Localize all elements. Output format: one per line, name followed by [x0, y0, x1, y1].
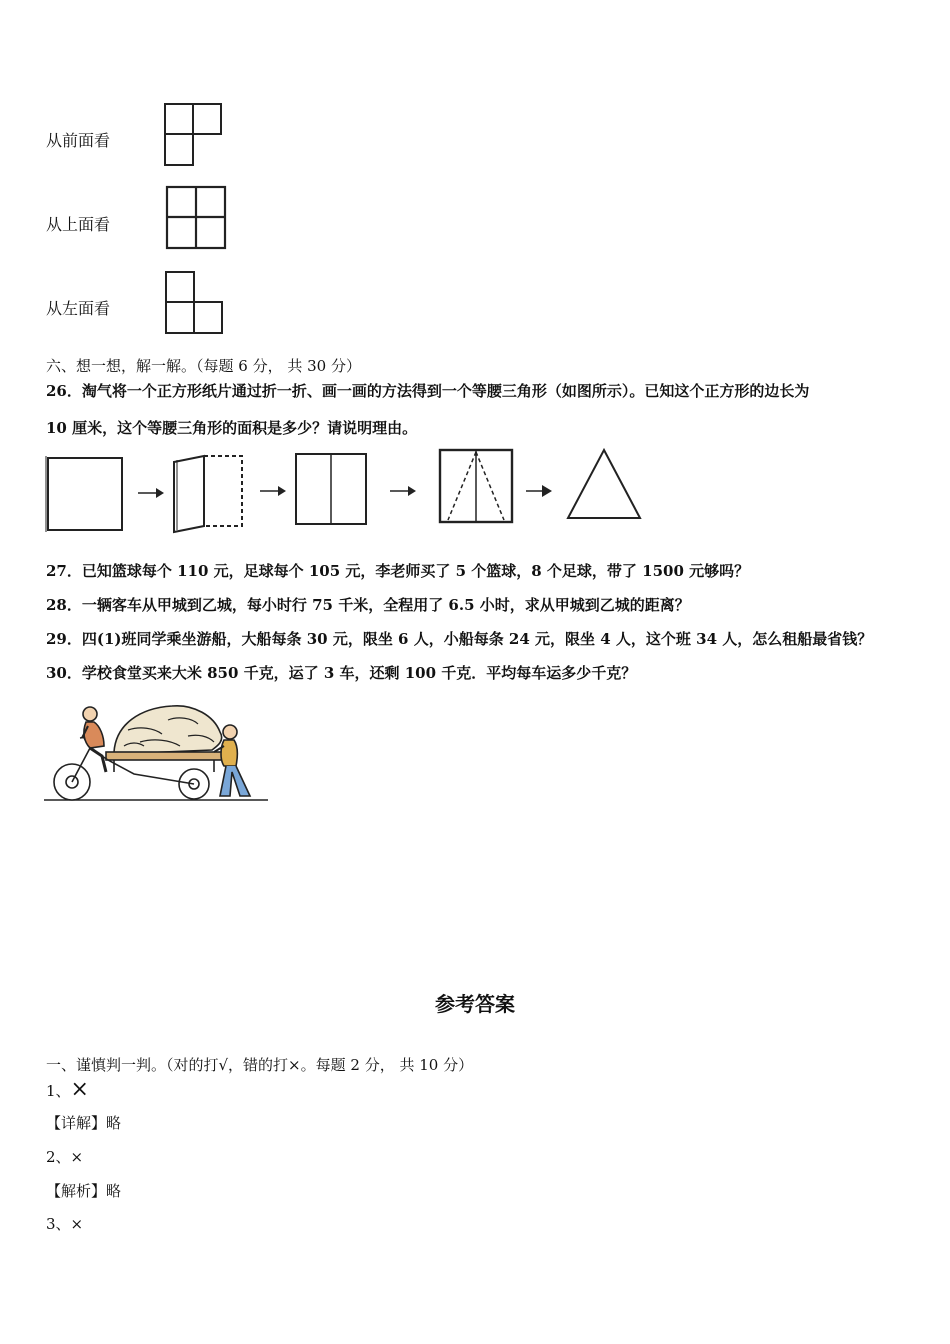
answer-3-mark: × [70, 1215, 84, 1233]
question-30: 30．学校食堂买来大米 850 千克，运了 3 车，还剩 100 千克．平均每车运多少千克？ [46, 664, 637, 682]
section6-heading: 六、想一想，解一解。（每题 6 分， 共 30 分） [46, 357, 361, 375]
answer-3-number: 3、 [46, 1215, 71, 1233]
square-with-triangle [440, 450, 512, 522]
answer-1-number: 1、 [46, 1082, 71, 1100]
question-27: 27．已知篮球每个 110 元，足球每个 105 元，李老师买了 5 个篮球，8 个足球，带了 1500 元够吗？ [46, 562, 750, 580]
answer-3 [46, 1213, 83, 1234]
answer-1-detail: 【详解】略 [46, 1114, 122, 1132]
question-26-line1: 26．淘气将一个正方形纸片通过折一折、画一画的方法得到一个等腰三角形（如图所示）。已知这个正方形的边长为 [46, 382, 810, 400]
arrow-4 [526, 485, 552, 497]
left-view-figure [165, 271, 225, 335]
tricycle-rice-illustration [44, 702, 270, 804]
isosceles-triangle [568, 450, 640, 518]
answer-1 [46, 1077, 89, 1102]
square-paper [46, 456, 122, 532]
answer-2 [46, 1146, 83, 1167]
view-label-left: 从左面看 [46, 299, 111, 318]
answer-1-mark: × [70, 1077, 89, 1102]
answers-title: 参考答案 [435, 992, 515, 1016]
answer-2-mark: × [70, 1148, 84, 1166]
answer-2-detail: 【解析】略 [46, 1182, 122, 1200]
question-26-line2: 10 厘米，这个等腰三角形的面积是多少？请说明理由。 [46, 419, 418, 437]
answers-section1-heading: 一、谨慎判一判。（对的打√，错的打×。每题 2 分， 共 10 分） [46, 1056, 474, 1074]
folding-diagram [44, 448, 654, 538]
question-28: 28．一辆客车从甲城到乙城，每小时行 75 千米，全程用了 6.5 小时，求从甲城到乙城的距离？ [46, 596, 690, 614]
view-label-front: 从前面看 [46, 131, 111, 150]
answer-2-number: 2、 [46, 1148, 71, 1166]
unfolded-paper [296, 454, 366, 524]
question-29: 29．四(1)班同学乘坐游船，大船每条 30 元，限坐 6 人，小船每条 24 元，限坐 4 人，这个班 34 人，怎么租船最省钱？ [46, 630, 873, 648]
folding-paper [174, 456, 242, 532]
front-view-figure [164, 103, 224, 167]
arrow-2 [260, 486, 286, 496]
view-label-top: 从上面看 [46, 215, 111, 234]
top-view-figure [166, 186, 228, 250]
arrow-3 [390, 486, 416, 496]
arrow-1 [138, 488, 164, 498]
